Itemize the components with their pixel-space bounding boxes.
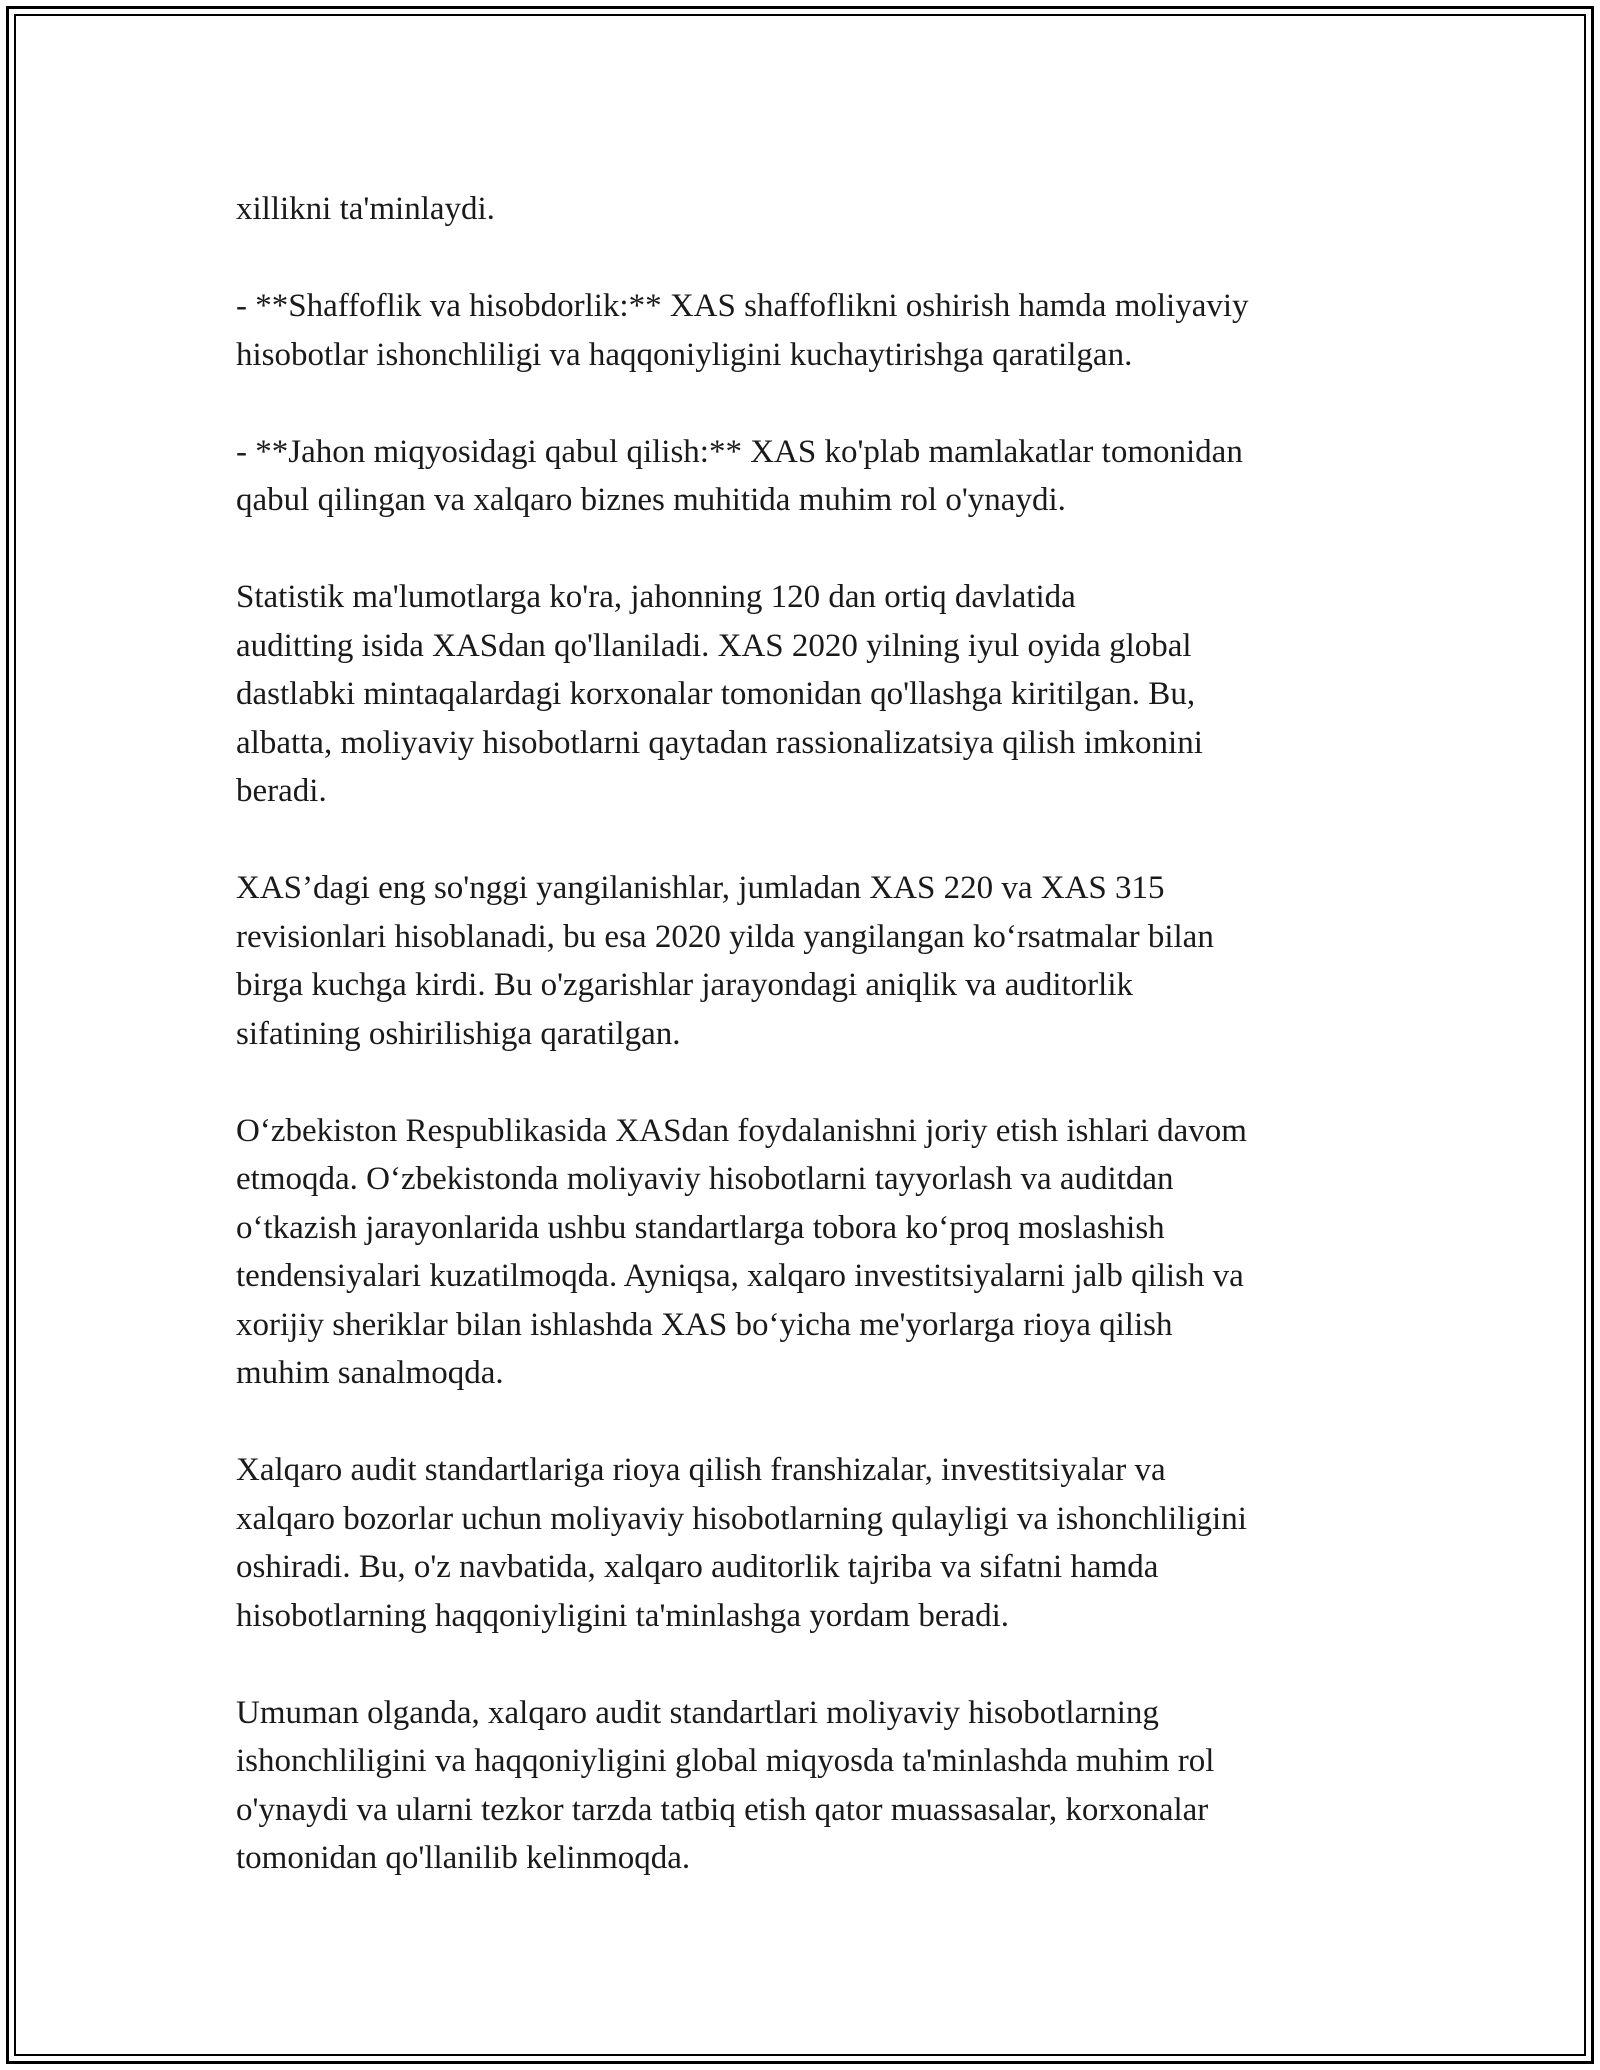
paragraph-continuation: xillikni ta'minlaydi. — [236, 191, 495, 227]
paragraph-compliance: Xalqaro audit standartlariga rioya qilish franshizalar, investitsiyalar va xalqaro bozorlar uchun moliyaviy hisobotlarning qulayligi va ishonchliligini oshiradi. Bu, o'z navbatida, xalqaro auditorlik tajriba va sifatni hamda hisobotlarning haqqoniyligini ta'minlashga yordam beradi. — [236, 1452, 1247, 1634]
bullet-transparency: - **Shaffoflik va hisobdorlik:** XAS shaffoflikni oshirish hamda moliyaviy hisobotlar ishonchliligi va haqqoniyligini kuchaytirishga qaratilgan. — [236, 288, 1249, 373]
paragraph-statistics: Statistik ma'lumotlarga ko'ra, jahonning 120 dan ortiq davlatida auditting isida XASdan qo'llaniladi. XAS 2020 yilning iyul oyida global dastlabki mintaqalardagi korxonalar tomonidan qo'llashga kiritilgan. Bu, albatta, moliyaviy hisobotlarni qaytadan rassionalizatsiya qilish imkonini beradi. — [236, 579, 1203, 809]
paragraph-uzbekistan: O‘zbekiston Respublikasida XASdan foydalanishni joriy etish ishlari davom etmoqda. O‘zbekistonda moliyaviy hisobotlarni tayyorlash va auditdan o‘tkazish jarayonlarida ushbu standartlarga tobora ko‘proq moslashish tendensiyalari kuzatilmoqda. Ayniqsa, xalqaro investitsiyalarni jalb qilish va xorijiy sheriklar bilan ishlashda XAS bo‘yicha me'yorlarga rioya qilish muhim sanalmoqda. — [236, 1112, 1247, 1391]
document-body — [236, 185, 1376, 1883]
paragraph-conclusion: Umuman olganda, xalqaro audit standartlari moliyaviy hisobotlarning ishonchliligini va haqqoniyligini global miqyosda ta'minlashda muhim rol o'ynaydi va ularni tezkor tarzda tatbiq etish qator muassasalar, korxonalar tomonidan qo'llanilib kelinmoqda. — [236, 1694, 1215, 1876]
bullet-global-adoption: - **Jahon miqyosidagi qabul qilish:** XAS ko'plab mamlakatlar tomonidan qabul qilingan va xalqaro biznes muhitida muhim rol o'ynaydi. — [236, 433, 1243, 518]
paragraph-updates: XAS’dagi eng so'nggi yangilanishlar, jumladan XAS 220 va XAS 315 revisionlari hisoblanadi, bu esa 2020 yilda yangilangan ko‘rsatmalar bilan birga kuchga kirdi. Bu o'zgarishlar jarayondagi aniqlik va auditorlik sifatining oshirilishiga qaratilgan. — [236, 870, 1214, 1052]
